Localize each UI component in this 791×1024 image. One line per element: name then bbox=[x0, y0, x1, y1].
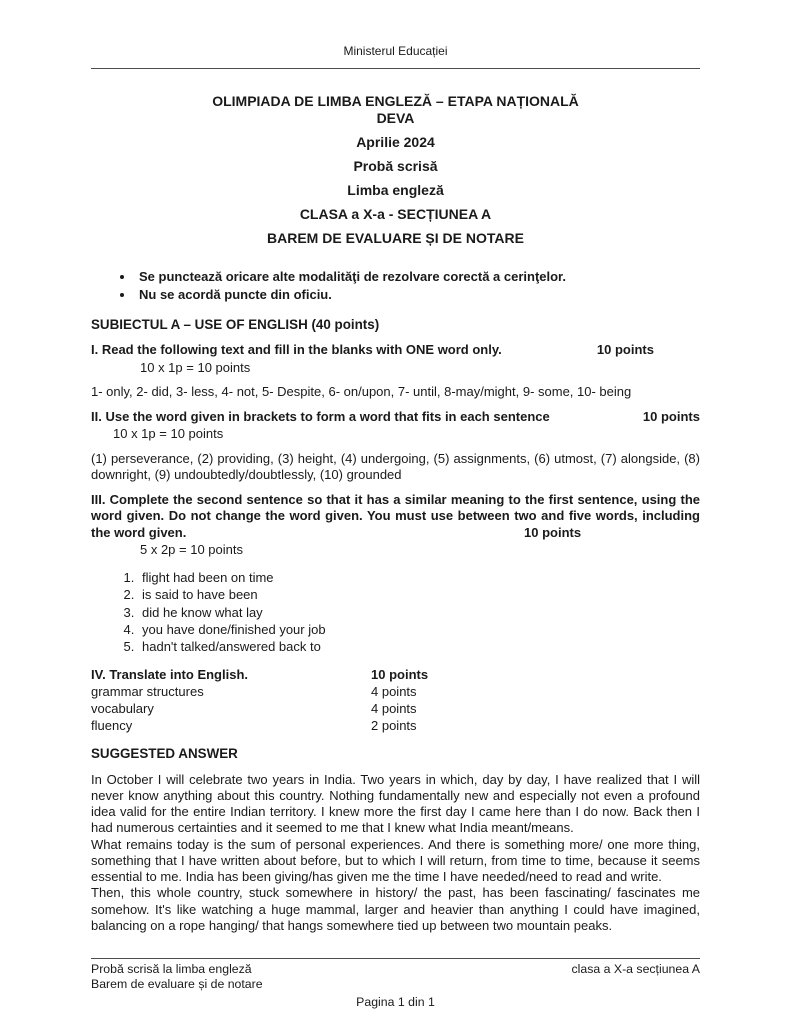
grading-note-text: Se punctează oricare alte modalităţi de rezolvare corectă a cerinţelor. bbox=[139, 269, 567, 284]
footer-row bbox=[91, 962, 700, 992]
task-3-answer-text: is said to have been bbox=[142, 587, 258, 603]
task-3 bbox=[91, 492, 700, 655]
suggested-answer-title: SUGGESTED ANSWER bbox=[91, 745, 238, 761]
grading-note-item bbox=[135, 287, 700, 303]
subject-a-title: SUBIECTUL A – USE OF ENGLISH (40 points) bbox=[91, 316, 380, 332]
task-3-heading bbox=[91, 492, 700, 541]
exam-subject: Limba engleză bbox=[347, 182, 444, 198]
task-1-answers: 1- only, 2- did, 3- less, 4- not, 5- Despite, 6- on/upon, 7- until, 8-may/might, 9- some, 10- being bbox=[91, 383, 632, 399]
task-2-answers: (1) perseverance, (2) providing, (3) height, (4) undergoing, (5) assignments, (6) utmost, (7) alongside, (8) downright, (9) undoubtedly/doubtlessly, (10) grounded bbox=[91, 450, 700, 482]
footer-class-section: clasa a X-a secțiunea A bbox=[571, 962, 700, 977]
task-3-answer-item bbox=[138, 605, 700, 621]
exam-class-section: CLASA a X-a - SECȚIUNEA A bbox=[299, 206, 492, 222]
suggested-answer-section bbox=[91, 746, 700, 934]
task-2-formula: 10 x 1p = 10 points bbox=[113, 426, 224, 442]
task-4-criterion-points: 4 points bbox=[371, 684, 417, 699]
task-4-criterion-label: vocabulary bbox=[91, 700, 154, 716]
grading-notes-list bbox=[91, 269, 700, 304]
task-3-points: 10 points bbox=[524, 524, 582, 540]
grading-note-text: Nu se acordă puncte din oficiu. bbox=[139, 287, 332, 303]
footer-left-block bbox=[91, 962, 263, 992]
task-3-answer-list bbox=[91, 570, 700, 655]
task-4-table bbox=[91, 667, 700, 734]
exam-type: Probă scrisă bbox=[353, 158, 438, 174]
task-3-answer-item bbox=[138, 587, 700, 603]
task-2-points: 10 points bbox=[642, 409, 700, 424]
task-1 bbox=[91, 342, 700, 400]
olympiad-title: OLIMPIADA DE LIMBA ENGLEZĂ – ETAPA NAȚIONALĂ bbox=[212, 93, 579, 109]
header-divider bbox=[91, 68, 700, 69]
title-block bbox=[91, 93, 700, 247]
task-3-answer-text: hadn't talked/answered back to bbox=[142, 639, 321, 654]
task-3-answer-text: did he know what lay bbox=[142, 604, 263, 620]
page-number: Pagina 1 din 1 bbox=[356, 994, 435, 1009]
task-3-answer-item bbox=[138, 639, 700, 655]
task-4-criterion-label: fluency bbox=[91, 717, 133, 733]
task-1-heading bbox=[91, 342, 700, 358]
task-2-heading bbox=[91, 409, 700, 425]
task-4-points: 10 points bbox=[371, 667, 429, 683]
suggested-answer-paragraph: In October I will celebrate two years in India. Two years in which, day by day, I have realized that I will never know anything about this country. Nothing fundamentally new and especially not even a profound idea valid for the entire Indian territory. I knew more the first day I came here than I do now. Back then I had numerous certainties and it seemed to me that I knew what India meant/means. bbox=[91, 771, 700, 836]
task-4-criterion-label: grammar structures bbox=[91, 684, 204, 699]
olympiad-location: DEVA bbox=[376, 110, 415, 126]
task-4 bbox=[91, 667, 700, 734]
task-3-answer-item bbox=[138, 570, 700, 586]
task-3-heading-text: III. Complete the second sentence so that it has a similar meaning to the first sentence, using the word given. Do not change the word given. You must use between two and five words, including the word given. bbox=[91, 492, 700, 540]
footer-exam-type: Probă scrisă la limba engleză bbox=[91, 962, 252, 977]
task-1-formula: 10 x 1p = 10 points bbox=[140, 359, 251, 375]
task-4-criterion-points: 2 points bbox=[371, 717, 417, 733]
suggested-answer-paragraph: What remains today is the sum of personal experiences. And there is something more/ one more thing, something that I have written about before, but to which I will return, from time to time, because it seems essential to me. India has been giving/has given me the time I have needed/need to read and write. bbox=[91, 836, 700, 884]
task-1-points: 10 points bbox=[596, 342, 654, 358]
olympiad-date: Aprilie 2024 bbox=[356, 134, 435, 150]
document-footer bbox=[91, 958, 700, 1010]
task-2 bbox=[91, 409, 700, 483]
task-4-heading: IV. Translate into English. bbox=[91, 667, 249, 683]
task-3-answer-item bbox=[138, 622, 700, 638]
footer-document-type: Barem de evaluare și de notare bbox=[91, 976, 263, 991]
marking-scheme-title: BAREM DE EVALUARE ȘI DE NOTARE bbox=[267, 230, 524, 246]
task-1-heading-text: I. Read the following text and fill in the blanks with ONE word only. bbox=[91, 342, 502, 358]
document-header bbox=[91, 44, 700, 69]
suggested-answer-paragraph: Then, this whole country, stuck somewhere in history/ the past, has been fascinating/ fascinates me somehow. It's like watching a huge mammal, larger and heavier than anything I could have imagined, balancing on a rope hanging/ that hangs somewhere tied up between two mountain peaks. bbox=[91, 885, 700, 933]
task-2-heading-text: II. Use the word given in brackets to form a word that fits in each sentence bbox=[91, 409, 550, 424]
task-3-formula: 5 x 2p = 10 points bbox=[140, 541, 243, 557]
task-3-answer-text: flight had been on time bbox=[142, 570, 274, 585]
ministry-name: Ministerul Educației bbox=[343, 44, 448, 58]
grading-note-item bbox=[135, 269, 700, 285]
task-4-criterion-points: 4 points bbox=[371, 700, 417, 716]
task-3-answer-text: you have done/finished your job bbox=[142, 621, 326, 637]
